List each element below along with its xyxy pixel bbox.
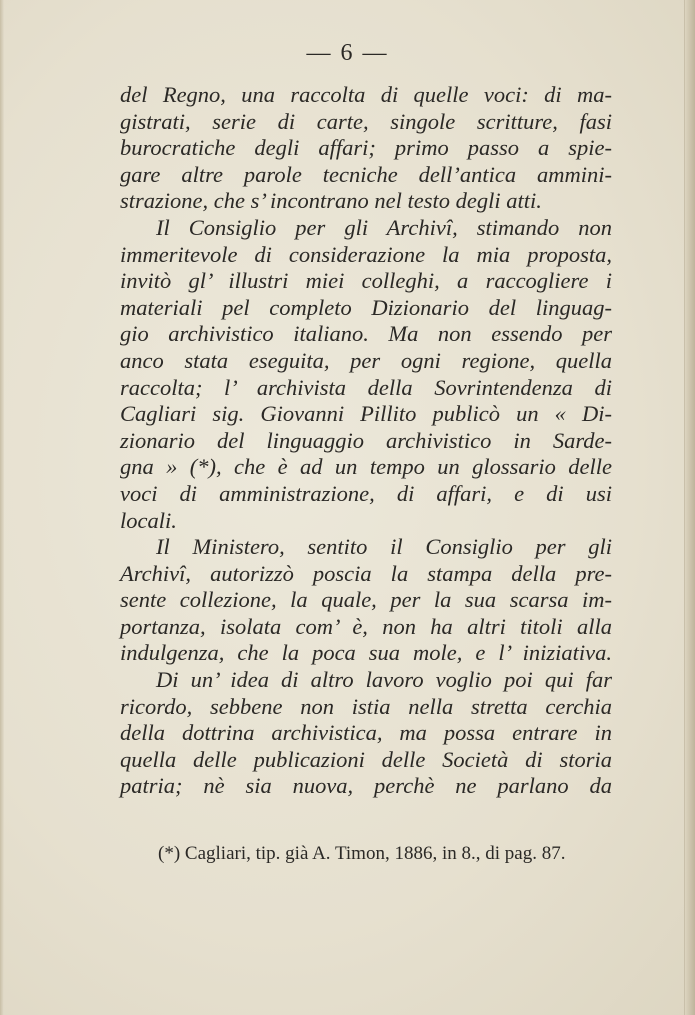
page-right-edge (684, 0, 695, 1015)
text-line: zionario del linguaggio archivistico in Sarde- (120, 427, 612, 453)
page-left-edge (0, 0, 4, 1015)
text-line: del Regno, una raccolta di quelle voci: di ma- (120, 82, 612, 107)
text-line: gio archivistico italiano. Ma non essendo per (120, 321, 612, 347)
text-line: sente collezione, la quale, per la sua scarsa im- (120, 587, 612, 613)
text-line: immeritevole di considerazione la mia proposta, (120, 241, 612, 267)
text-line: ricordo, sebbene non istia nella stretta cerchia (120, 693, 612, 719)
text-line: strazione, che s’ incontrano nel testo degli atti. (120, 188, 542, 214)
text-line: portanza, isolata com’ è, non ha altri titoli alla (120, 613, 612, 639)
text-line: patria; nè sia nuova, perchè ne parlano da (120, 773, 612, 799)
text-line: anco stata eseguita, per ogni regione, quella (120, 347, 612, 373)
page-number: — 6 — (306, 40, 389, 66)
text-line: gistrati, serie di carte, singole scritture, fasi (120, 108, 612, 134)
text-line: quella delle publicazioni delle Società di storia (120, 746, 612, 772)
text-line: burocratiche degli affari; primo passo a spie- (120, 135, 612, 161)
text-line: Il Consiglio per gli Archivî, stimando non (156, 214, 612, 240)
text-line: Cagliari sig. Giovanni Pillito publicò un « Di- (120, 401, 612, 427)
text-line: locali. (120, 507, 177, 533)
text-line: gna » (*), che è ad un tempo un glossario delle (120, 454, 612, 480)
text-line: indulgenza, che la poca sua mole, e l’ iniziativa. (120, 640, 612, 666)
text-line: materiali pel completo Dizionario del linguag- (120, 294, 612, 320)
text-line: raccolta; l’ archivista della Sovrintendenza di (120, 374, 612, 400)
body-text (120, 82, 612, 800)
text-line: Di un’ idea di altro lavoro voglio poi qui far (156, 667, 612, 693)
footnote: (*) Cagliari, tip. già A. Timon, 1886, in 8., di pag. 87. (158, 843, 566, 864)
text-line: della dottrina archivistica, ma possa entrare in (120, 720, 612, 746)
text-line: Il Ministero, sentito il Consiglio per gli (156, 534, 612, 560)
text-line: Archivî, autorizzò poscia la stampa della pre- (120, 560, 612, 586)
text-line: voci di amministrazione, di affari, e di usi (120, 480, 612, 506)
text-line: gare altre parole tecniche dell’antica ammini- (120, 161, 612, 187)
text-line: invitò gl’ illustri miei colleghi, a raccogliere i (120, 268, 612, 294)
